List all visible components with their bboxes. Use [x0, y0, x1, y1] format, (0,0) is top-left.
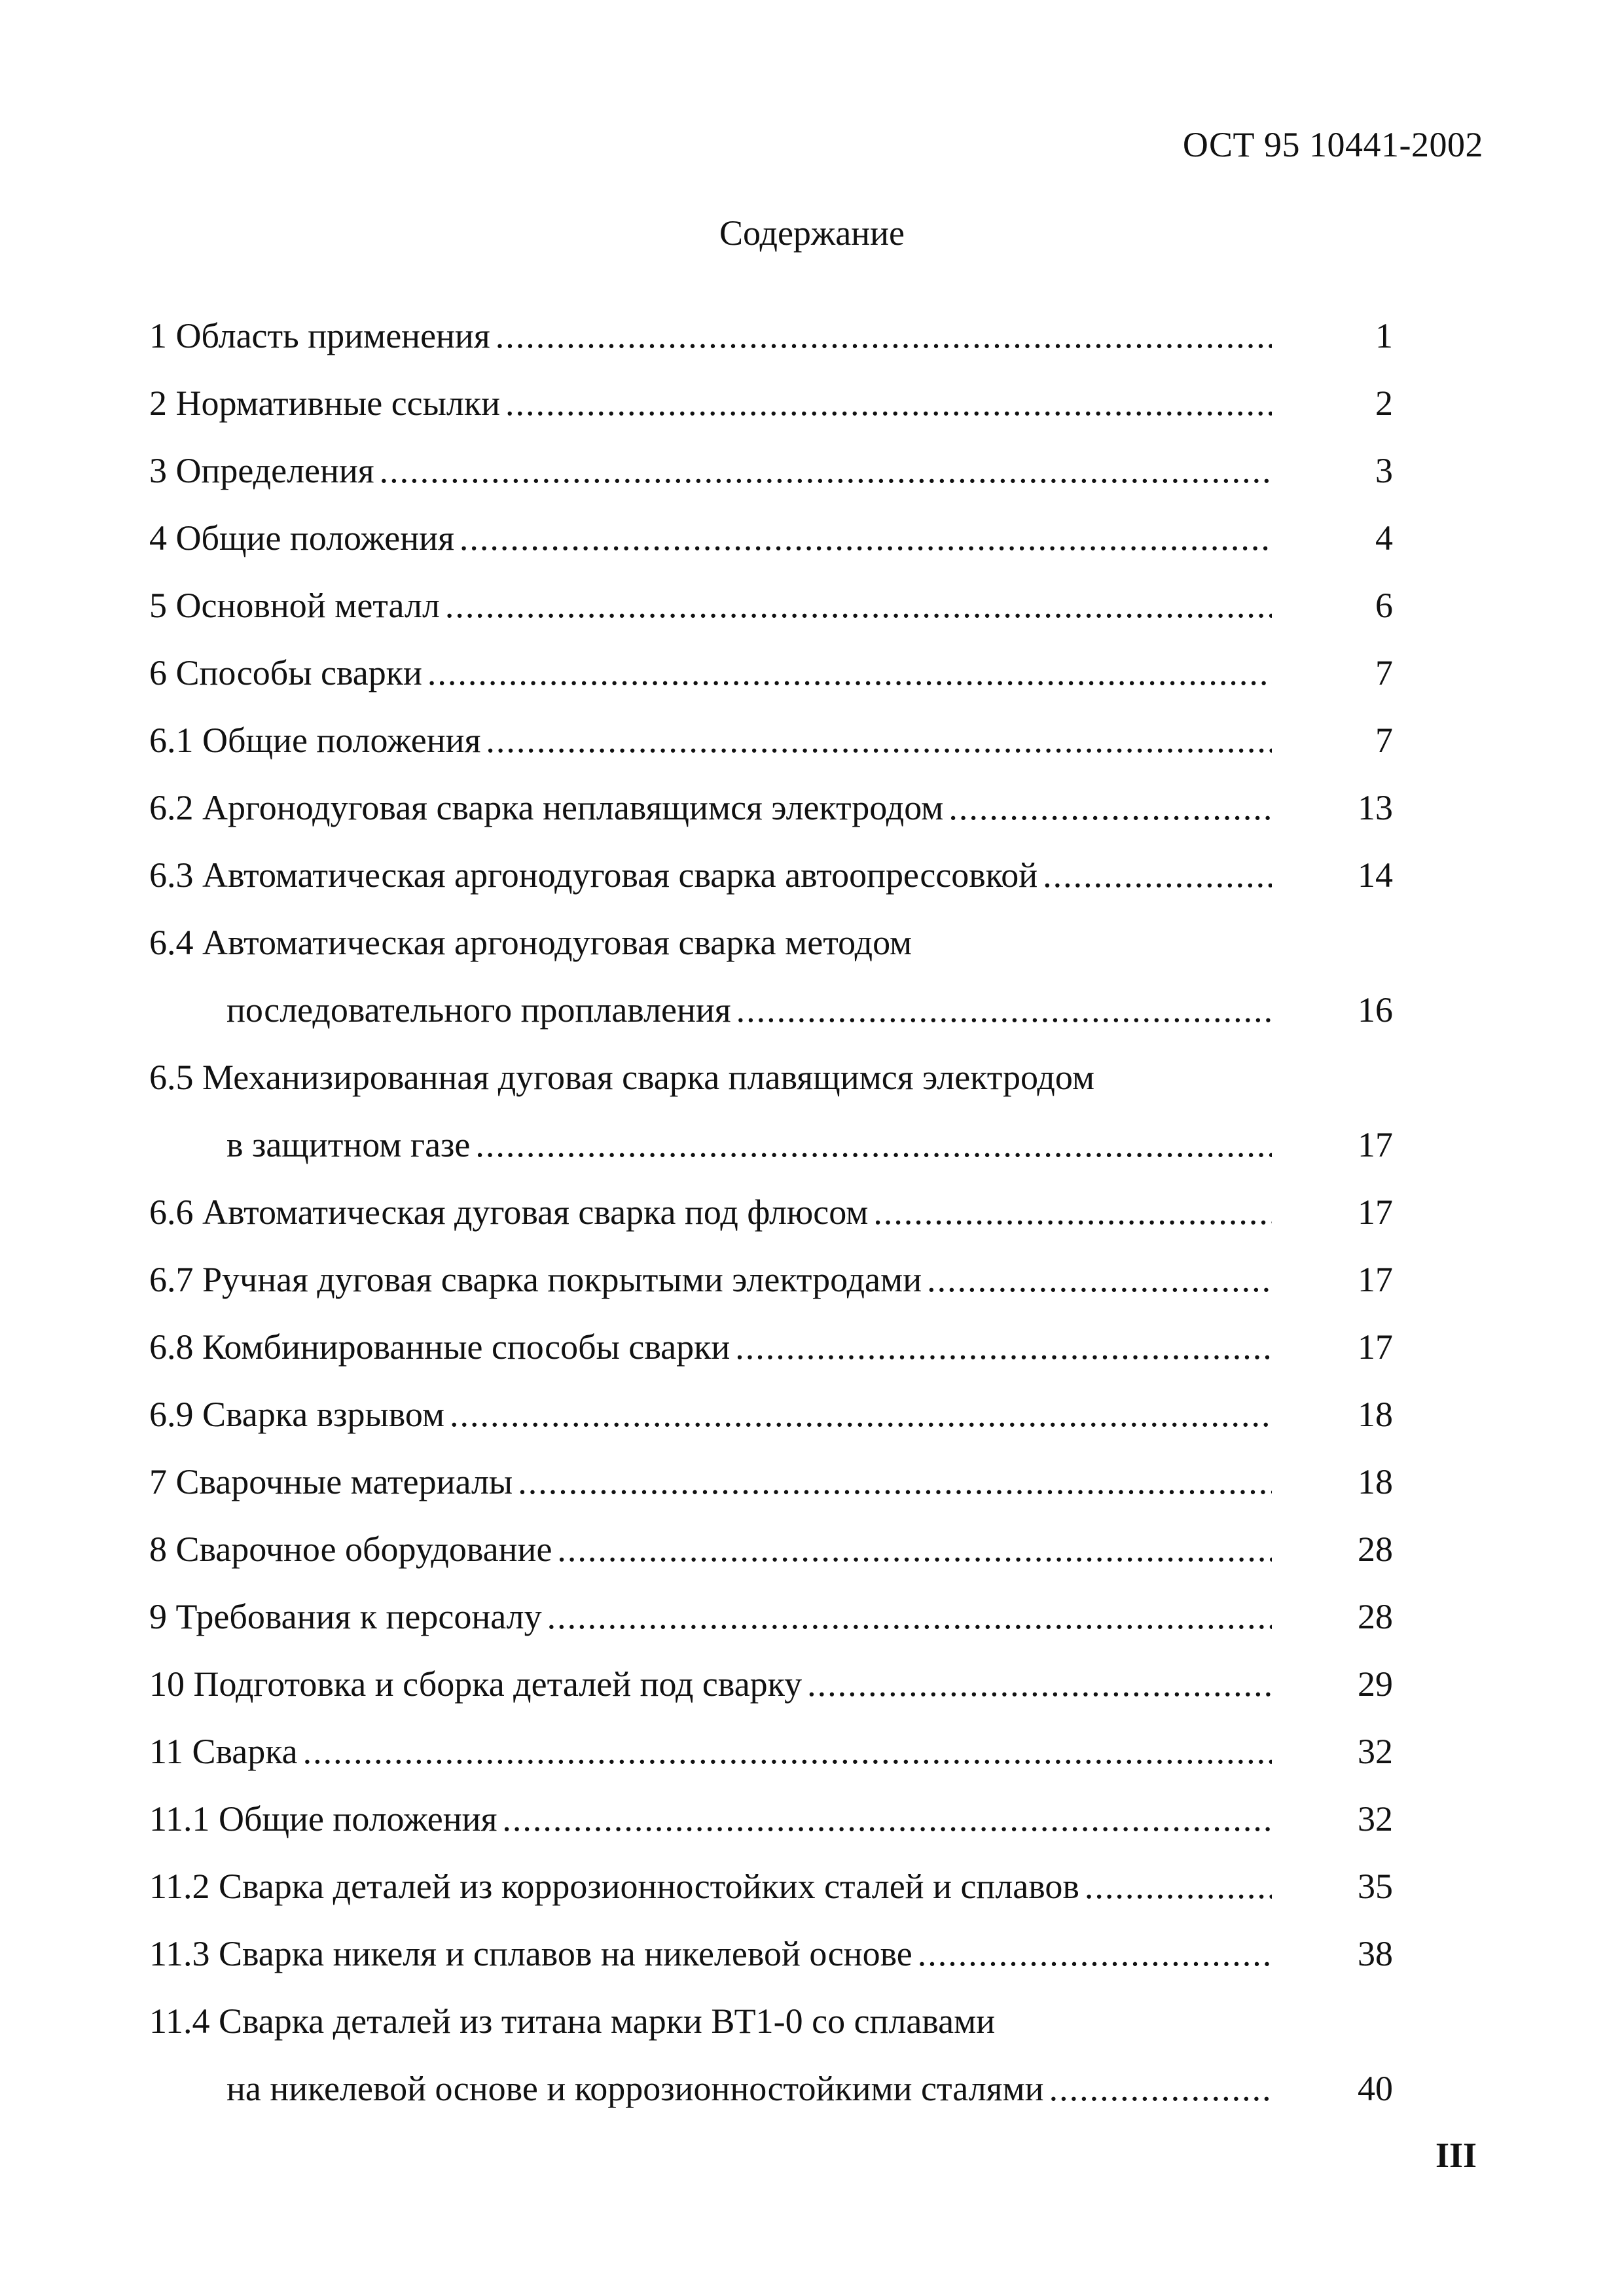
toc-entry[interactable]	[149, 437, 1393, 505]
toc-entry-line	[149, 302, 1272, 370]
toc-entry[interactable]	[149, 1853, 1393, 1920]
toc-entry-title: 3 Определения	[149, 451, 374, 490]
toc-entry[interactable]	[149, 977, 1393, 1044]
toc-entry-title: 1 Область применения	[149, 316, 490, 355]
toc-leader-dots	[1085, 1853, 1272, 1920]
toc-entry-line	[149, 1246, 1272, 1314]
toc-entry[interactable]	[149, 1448, 1393, 1516]
toc-entry-page: 32	[1358, 1799, 1393, 1839]
toc-entry[interactable]	[149, 842, 1393, 909]
toc-entry[interactable]	[149, 1381, 1393, 1448]
toc-entry[interactable]	[149, 2055, 1393, 2123]
toc-entry-line	[149, 370, 1272, 437]
toc-entry-page: 17	[1358, 1260, 1393, 1299]
toc-entry-title: в защитном газе	[226, 1125, 471, 1164]
toc-leader-dots	[460, 505, 1272, 572]
toc-leader-dots	[547, 1583, 1272, 1651]
toc-leader-dots	[427, 639, 1272, 707]
toc-entry[interactable]	[149, 1988, 1393, 2055]
toc-entry[interactable]	[149, 1920, 1393, 1988]
toc-entry-page: 13	[1358, 788, 1393, 827]
toc-leader-dots	[948, 774, 1272, 842]
toc-entry-line	[226, 2055, 1272, 2123]
toc-entry-title: 6.1 Общие положения	[149, 721, 481, 760]
toc-entry-page: 16	[1358, 990, 1393, 1030]
toc-entry[interactable]	[149, 370, 1393, 437]
toc-leader-dots	[303, 1718, 1272, 1785]
toc-entry[interactable]	[149, 1314, 1393, 1381]
toc-entry-page: 1	[1375, 316, 1393, 355]
toc-entry-title: 11.1 Общие положения	[149, 1799, 497, 1839]
toc-entry-page: 14	[1358, 855, 1393, 895]
toc-entry-title: 6 Способы сварки	[149, 653, 422, 692]
toc-entry-line	[149, 572, 1272, 639]
toc-entry-line	[149, 1044, 1272, 1111]
toc-entry[interactable]	[149, 302, 1393, 370]
toc-entry[interactable]	[149, 1516, 1393, 1583]
toc-leader-dots	[505, 370, 1272, 437]
toc-entry-page: 3	[1375, 451, 1393, 490]
toc-entry-line	[149, 505, 1272, 572]
toc-leader-dots	[807, 1651, 1272, 1718]
toc-leader-dots	[873, 1179, 1272, 1246]
toc-entry-line	[149, 639, 1272, 707]
toc-leader-dots	[445, 572, 1272, 639]
toc-leader-dots	[518, 1448, 1272, 1516]
toc-entry[interactable]	[149, 1651, 1393, 1718]
toc-entry-title: 6.3 Автоматическая аргонодуговая сварка автоопрессовкой	[149, 855, 1038, 895]
toc-entry-page: 7	[1375, 721, 1393, 760]
toc-entry[interactable]	[149, 909, 1393, 977]
toc-entry-page: 29	[1358, 1664, 1393, 1704]
toc-entry-line	[149, 1516, 1272, 1583]
toc-entry-title: 10 Подготовка и сборка деталей под сварку	[149, 1664, 803, 1704]
toc-entry-title: 6.8 Комбинированные способы сварки	[149, 1327, 731, 1367]
page-number: III	[1435, 2136, 1477, 2175]
toc-leader-dots	[927, 1246, 1272, 1314]
toc-entry-title: 2 Нормативные ссылки	[149, 384, 500, 423]
toc-entry-page: 35	[1358, 1867, 1393, 1906]
toc-entry-title: на никелевой основе и коррозионностойкими сталями	[226, 2069, 1044, 2108]
toc-entry-title: 6.6 Автоматическая дуговая сварка под флюсом	[149, 1193, 869, 1232]
toc-leader-dots	[557, 1516, 1272, 1583]
toc-entry[interactable]	[149, 1179, 1393, 1246]
toc-entry-line	[149, 909, 1272, 977]
toc-entry[interactable]	[149, 1044, 1393, 1111]
toc-leader-dots	[918, 1920, 1272, 1988]
toc-entry-line	[149, 1988, 1272, 2055]
toc-entry[interactable]	[149, 774, 1393, 842]
toc-entry-title: 8 Сварочное оборудование	[149, 1530, 552, 1569]
document-number: ОСТ 95 10441-2002	[1182, 125, 1483, 164]
toc-entry-page: 4	[1375, 518, 1393, 558]
toc-leader-dots	[1049, 2055, 1272, 2123]
toc-entry[interactable]	[149, 707, 1393, 774]
toc-leader-dots	[502, 1785, 1272, 1853]
toc-entry-line	[149, 1785, 1272, 1853]
toc-leader-dots	[450, 1381, 1272, 1448]
toc-entry-title: 6.2 Аргонодуговая сварка неплавящимся электродом	[149, 788, 944, 827]
toc-entry-line	[226, 1111, 1272, 1179]
toc-entry-page: 18	[1358, 1462, 1393, 1501]
toc-entry[interactable]	[149, 1111, 1393, 1179]
toc-leader-dots	[486, 707, 1272, 774]
toc-entry-line	[149, 1314, 1272, 1381]
toc-entry[interactable]	[149, 505, 1393, 572]
toc-entry-title: 11.3 Сварка никеля и сплавов на никелевой основе	[149, 1934, 912, 1973]
toc-entry-page: 38	[1358, 1934, 1393, 1973]
toc-entry-title: последовательного проплавления	[226, 990, 731, 1030]
toc-leader-dots	[735, 1314, 1272, 1381]
toc-entry-page: 6	[1375, 586, 1393, 625]
toc-entry-line	[149, 1179, 1272, 1246]
toc-entry-title: 6.4 Автоматическая аргонодуговая сварка методом	[149, 923, 912, 962]
toc-entry-line	[149, 842, 1272, 909]
toc-entry-title: 6.5 Механизированная дуговая сварка плавящимся электродом	[149, 1058, 1095, 1097]
toc-entry-line	[226, 977, 1272, 1044]
toc-entry-page: 7	[1375, 653, 1393, 692]
toc-entry-page: 32	[1358, 1732, 1393, 1771]
toc-entry-title: 11.2 Сварка деталей из коррозионностойких сталей и сплавов	[149, 1867, 1079, 1906]
toc-entry-page: 2	[1375, 384, 1393, 423]
toc-entry-line	[149, 1651, 1272, 1718]
toc-entry-title: 11.4 Сварка деталей из титана марки ВТ1-0 со сплавами	[149, 2001, 996, 2041]
toc-leader-dots	[1043, 842, 1272, 909]
toc-entry[interactable]	[149, 1583, 1393, 1651]
toc-entry-line	[149, 1448, 1272, 1516]
toc-entry-title: 6.9 Сварка взрывом	[149, 1395, 445, 1434]
toc-entry-line	[149, 1718, 1272, 1785]
table-of-contents	[149, 302, 1393, 2123]
toc-entry-page: 28	[1358, 1530, 1393, 1569]
toc-entry-page: 28	[1358, 1597, 1393, 1636]
toc-entry-title: 5 Основной металл	[149, 586, 440, 625]
toc-leader-dots	[736, 977, 1272, 1044]
toc-entry-title: 6.7 Ручная дуговая сварка покрытыми электродами	[149, 1260, 922, 1299]
toc-entry-line	[149, 707, 1272, 774]
toc-entry-page: 17	[1358, 1193, 1393, 1232]
toc-entry-line	[149, 1381, 1272, 1448]
toc-entry[interactable]	[149, 1718, 1393, 1785]
toc-entry-title: 4 Общие положения	[149, 518, 454, 558]
toc-entry-title: 9 Требования к персоналу	[149, 1597, 542, 1636]
toc-leader-dots	[496, 302, 1272, 370]
toc-entry-page: 18	[1358, 1395, 1393, 1434]
toc-entry-line	[149, 1920, 1272, 1988]
toc-entry-page: 17	[1358, 1125, 1393, 1164]
toc-entry-line	[149, 1853, 1272, 1920]
toc-leader-dots	[380, 437, 1272, 505]
toc-entry-title: 11 Сварка	[149, 1732, 298, 1771]
toc-entry-line	[149, 774, 1272, 842]
toc-leader-dots	[475, 1111, 1272, 1179]
toc-entry-page: 40	[1358, 2069, 1393, 2108]
toc-entry[interactable]	[149, 572, 1393, 639]
toc-entry[interactable]	[149, 1246, 1393, 1314]
toc-entry-line	[149, 437, 1272, 505]
toc-entry-page: 17	[1358, 1327, 1393, 1367]
toc-entry[interactable]	[149, 639, 1393, 707]
toc-entry[interactable]	[149, 1785, 1393, 1853]
toc-entry-line	[149, 1583, 1272, 1651]
page-title: Содержание	[719, 213, 905, 253]
toc-entry-title: 7 Сварочные материалы	[149, 1462, 513, 1501]
